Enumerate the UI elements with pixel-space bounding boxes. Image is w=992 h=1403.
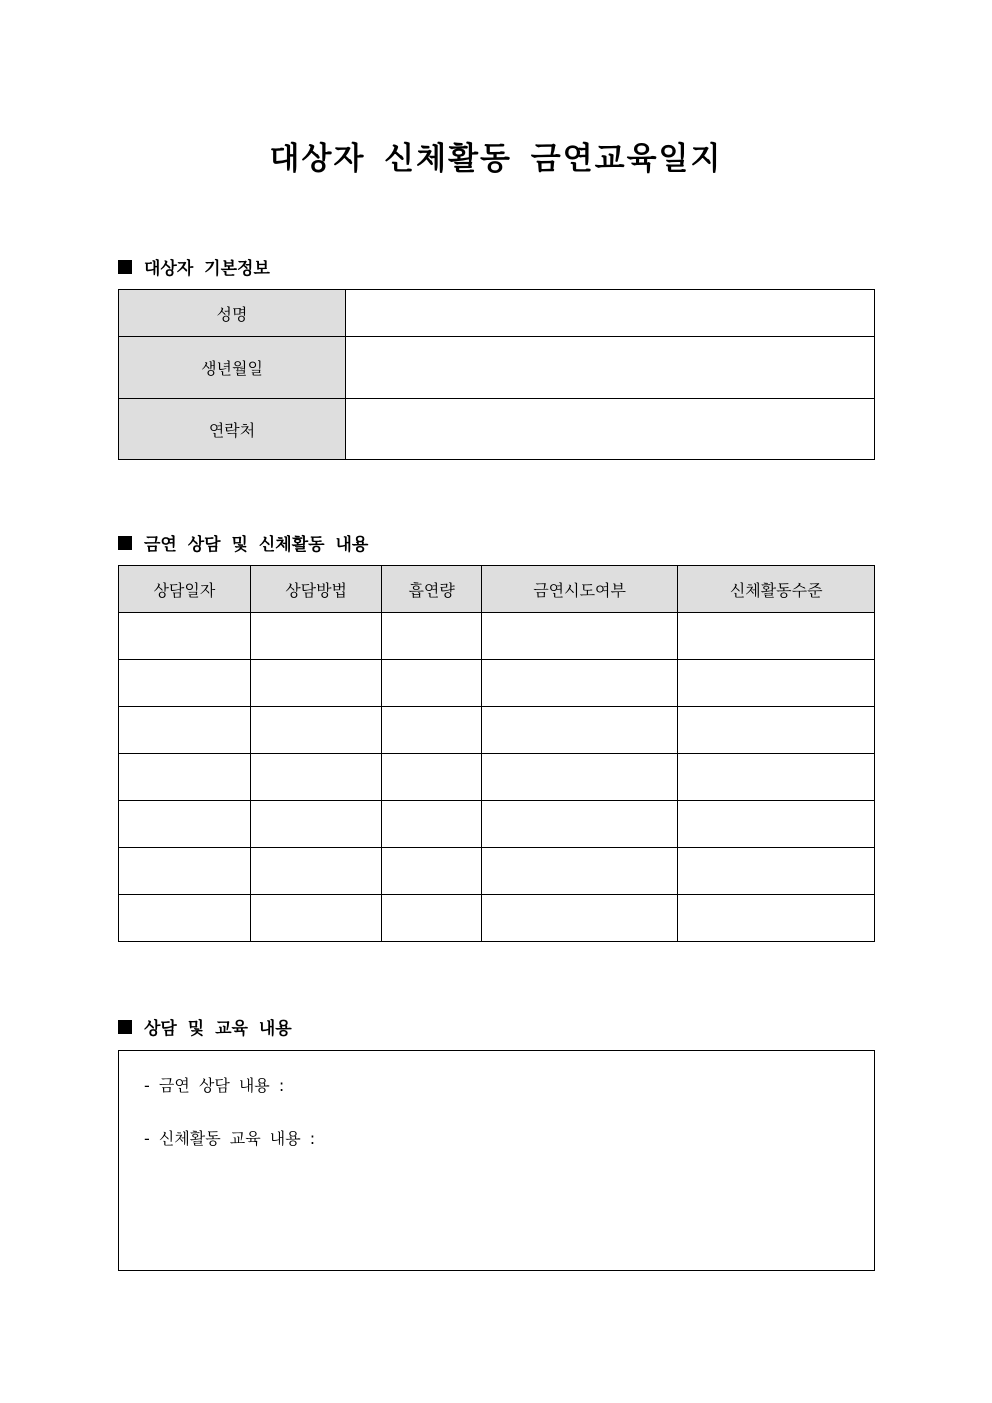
table-row xyxy=(119,754,875,801)
square-bullet-icon xyxy=(118,260,132,274)
counseling-header-row xyxy=(119,566,875,613)
table-cell[interactable] xyxy=(481,613,678,660)
counseling-table xyxy=(118,565,875,942)
table-cell[interactable] xyxy=(481,848,678,895)
table-cell[interactable] xyxy=(481,801,678,848)
document-title: 대상자 신체활동 금연교육일지 xyxy=(269,141,723,177)
table-cell[interactable] xyxy=(250,707,382,754)
column-header: 금연시도여부 xyxy=(481,566,678,613)
counseling-heading-text: 금연 상담 및 신체활동 내용 xyxy=(144,535,369,555)
basic-info-row-contact xyxy=(119,399,875,460)
basic-info-table xyxy=(118,289,875,460)
column-header: 흡연량 xyxy=(382,566,481,613)
table-cell[interactable] xyxy=(250,660,382,707)
birthdate-label: 생년월일 xyxy=(119,337,346,399)
table-cell[interactable] xyxy=(481,754,678,801)
contact-field[interactable] xyxy=(346,399,875,460)
table-cell[interactable] xyxy=(481,895,678,942)
table-cell[interactable] xyxy=(250,754,382,801)
birthdate-field[interactable] xyxy=(346,337,875,399)
table-cell[interactable] xyxy=(678,660,875,707)
basic-info-row-name xyxy=(119,290,875,337)
table-row xyxy=(119,707,875,754)
table-cell[interactable] xyxy=(678,754,875,801)
table-cell[interactable] xyxy=(382,848,481,895)
square-bullet-icon xyxy=(118,536,132,550)
table-cell[interactable] xyxy=(119,754,251,801)
table-cell[interactable] xyxy=(382,613,481,660)
table-cell[interactable] xyxy=(119,613,251,660)
table-cell[interactable] xyxy=(250,848,382,895)
education-content-box[interactable] xyxy=(118,1050,875,1271)
table-cell[interactable] xyxy=(250,895,382,942)
table-cell[interactable] xyxy=(250,801,382,848)
table-row xyxy=(119,848,875,895)
contact-label: 연락처 xyxy=(119,399,346,460)
table-cell[interactable] xyxy=(382,707,481,754)
table-cell[interactable] xyxy=(119,707,251,754)
table-cell[interactable] xyxy=(481,707,678,754)
education-heading-text: 상담 및 교육 내용 xyxy=(144,1019,292,1039)
table-cell[interactable] xyxy=(382,660,481,707)
basic-info-heading xyxy=(118,254,270,279)
table-cell[interactable] xyxy=(250,613,382,660)
education-heading xyxy=(118,1014,292,1039)
table-cell[interactable] xyxy=(382,801,481,848)
square-bullet-icon xyxy=(118,1020,132,1034)
basic-info-heading-text: 대상자 기본정보 xyxy=(144,259,270,279)
table-row xyxy=(119,801,875,848)
table-cell[interactable] xyxy=(382,754,481,801)
name-label: 성명 xyxy=(119,290,346,337)
table-cell[interactable] xyxy=(678,707,875,754)
name-field[interactable] xyxy=(346,290,875,337)
table-cell[interactable] xyxy=(678,801,875,848)
table-cell[interactable] xyxy=(481,660,678,707)
table-cell[interactable] xyxy=(382,895,481,942)
table-cell[interactable] xyxy=(119,801,251,848)
table-cell[interactable] xyxy=(678,613,875,660)
table-row xyxy=(119,895,875,942)
smoking-counsel-line: - 금연 상담 내용 : xyxy=(144,1076,285,1095)
table-cell[interactable] xyxy=(678,848,875,895)
table-cell[interactable] xyxy=(119,895,251,942)
activity-education-line: - 신체활동 교육 내용 : xyxy=(144,1129,316,1148)
table-cell[interactable] xyxy=(119,848,251,895)
table-cell[interactable] xyxy=(678,895,875,942)
basic-info-row-birthdate xyxy=(119,337,875,399)
column-header: 상담일자 xyxy=(119,566,251,613)
column-header: 신체활동수준 xyxy=(678,566,875,613)
table-cell[interactable] xyxy=(119,660,251,707)
counseling-heading xyxy=(118,530,368,555)
table-row xyxy=(119,660,875,707)
column-header: 상담방법 xyxy=(250,566,382,613)
table-row xyxy=(119,613,875,660)
